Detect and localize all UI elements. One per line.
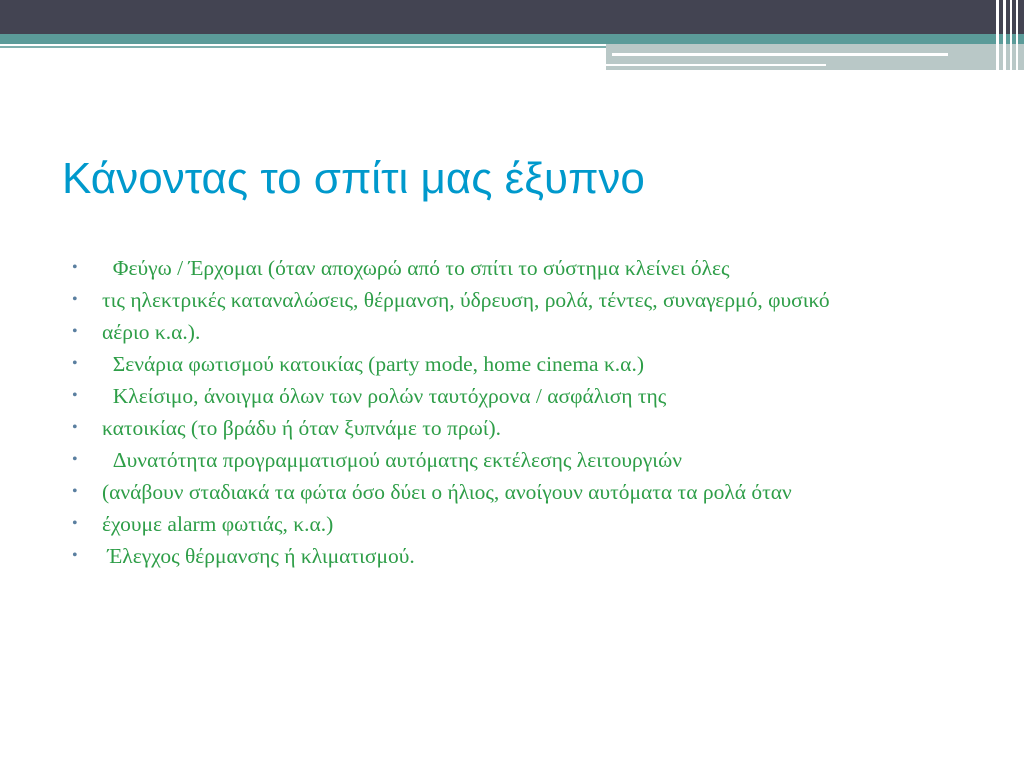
bullet-icon: • — [72, 515, 78, 532]
list-item — [72, 352, 962, 376]
list-item-text: Σενάρια φωτισμού κατοικίας (party mode, home cinema κ.α.) — [102, 352, 644, 376]
bullet-icon: • — [72, 483, 78, 500]
list-item — [72, 544, 962, 568]
list-item — [72, 288, 962, 312]
header-pillar — [1010, 0, 1012, 70]
list-item-text: (ανάβουν σταδιακά τα φώτα όσο δύει ο ήλιος, ανοίγουν αυτόματα τα ρολά όταν — [102, 480, 792, 504]
header-dark-bar — [0, 0, 1024, 34]
header-teal-thin-line — [0, 46, 606, 48]
bullet-icon: • — [72, 291, 78, 308]
bullet-icon: • — [72, 387, 78, 404]
header-right-line — [606, 64, 826, 66]
list-item — [72, 320, 962, 344]
header-right-line — [612, 53, 948, 56]
bullet-list — [72, 256, 962, 576]
list-item-text: κατοικίας (το βράδυ ή όταν ξυπνάμε το πρωί). — [102, 416, 502, 440]
header-pillar — [996, 0, 999, 70]
header-pillar — [1003, 0, 1006, 70]
list-item — [72, 448, 962, 472]
list-item-text: Έλεγχος θέρμανσης ή κλιματισμού. — [102, 544, 415, 568]
list-item-text: Φεύγω / Έρχομαι (όταν αποχωρώ από το σπίτι το σύστημα κλείνει όλες — [102, 256, 730, 280]
header-right-block — [606, 44, 1024, 70]
list-item-text: έχουμε alarm φωτιάς, κ.α.) — [102, 512, 334, 536]
list-item — [72, 480, 962, 504]
list-item-text: αέριο κ.α.). — [102, 320, 201, 344]
list-item — [72, 512, 962, 536]
list-item-text: Κλείσιμο, άνοιγμα όλων των ρολών ταυτόχρονα / ασφάλιση της — [102, 384, 667, 408]
slide-title: Κάνοντας το σπίτι μας έξυπνο — [62, 154, 645, 203]
list-item — [72, 256, 962, 280]
header-pillar — [1016, 0, 1018, 70]
bullet-icon: • — [72, 355, 78, 372]
list-item-text: Δυνατότητα προγραμματισμού αυτόματης εκτέλεσης λειτουργιών — [102, 448, 682, 472]
bullet-icon: • — [72, 419, 78, 436]
list-item — [72, 384, 962, 408]
bullet-icon: • — [72, 259, 78, 276]
list-item-text: τις ηλεκτρικές καταναλώσεις, θέρμανση, ύδρευση, ρολά, τέντες, συναγερμό, φυσικό — [102, 288, 830, 312]
bullet-icon: • — [72, 451, 78, 468]
header-teal-bar — [0, 34, 1024, 44]
bullet-icon: • — [72, 323, 78, 340]
list-item — [72, 416, 962, 440]
bullet-icon: • — [72, 547, 78, 564]
